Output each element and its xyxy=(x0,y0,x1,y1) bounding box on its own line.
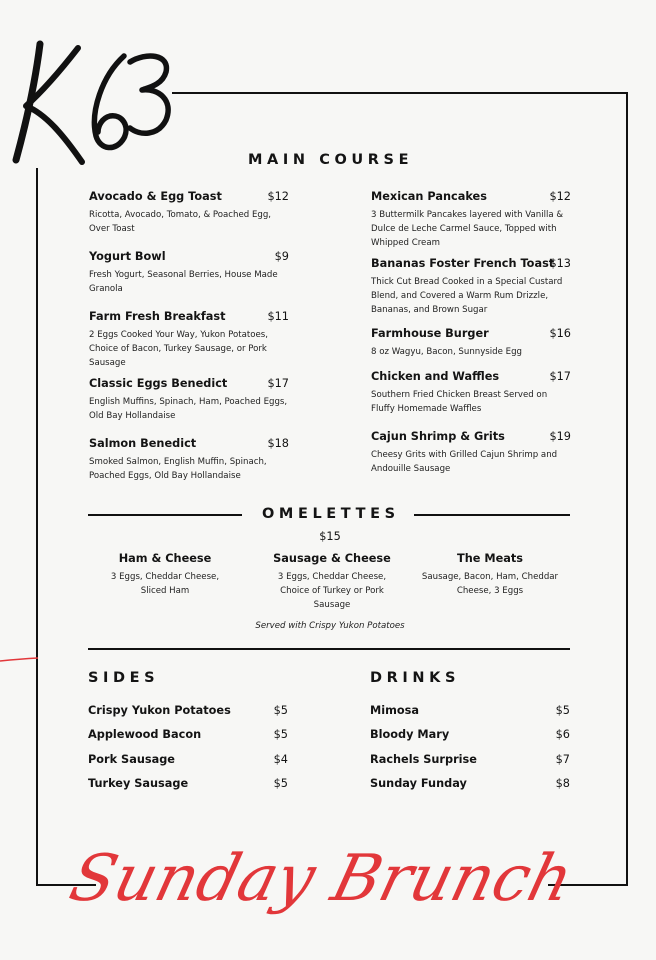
list-item-name: Turkey Sausage xyxy=(88,777,189,790)
menu-item-name: Classic Eggs Benedict xyxy=(89,377,228,390)
menu-item-name: Farmhouse Burger xyxy=(371,327,489,340)
menu-item xyxy=(371,370,571,416)
menu-item-desc: Cheesy Grits with Grilled Cajun Shrimp and Andouille Sausage xyxy=(371,450,558,474)
main-course-title: MAIN COURSE xyxy=(248,152,414,168)
menu-item xyxy=(89,310,289,370)
menu-item-name: Yogurt Bowl xyxy=(89,250,166,263)
menu-item-name: Cajun Shrimp & Grits xyxy=(371,430,505,443)
menu-item-name: Farm Fresh Breakfast xyxy=(89,310,226,323)
sunday-brunch-script xyxy=(62,808,580,948)
menu-item-price: $13 xyxy=(549,257,571,270)
menu-item-desc: Thick Cut Bread Cooked in a Special Custard Blend, and Covered a Warm Rum Drizzle, Bananas, and Brown Sugar xyxy=(371,277,563,315)
frame-line-top xyxy=(172,92,628,94)
menu-item xyxy=(89,250,289,296)
menu-item-name: Salmon Benedict xyxy=(89,437,197,450)
drinks-title: DRINKS xyxy=(370,670,461,686)
omelette-desc: 3 Eggs, Cheddar Cheese, Choice of Turkey or Pork Sausage xyxy=(277,572,387,610)
menu-item xyxy=(371,257,571,317)
menu-item-desc: Smoked Salmon, English Muffin, Spinach, Poached Eggs, Old Bay Hollandaise xyxy=(89,457,267,481)
menu-item xyxy=(371,327,571,359)
menu-item-desc: 8 oz Wagyu, Bacon, Sunnyside Egg xyxy=(371,347,522,357)
menu-item-price: $17 xyxy=(549,370,571,383)
sunday-brunch-text: Sunday Brunch xyxy=(62,841,580,916)
menu-item xyxy=(89,190,289,236)
menu-item-desc: 2 Eggs Cooked Your Way, Yukon Potatoes, Choice of Bacon, Turkey Sausage, or Pork Sausage xyxy=(89,330,268,368)
omelettes-rule-right xyxy=(414,514,570,516)
omelette-name: Ham & Cheese xyxy=(118,552,212,565)
list-item-name: Applewood Bacon xyxy=(88,728,202,741)
omelettes-price: $15 xyxy=(319,530,341,543)
red-brush-stroke xyxy=(0,656,40,664)
menu-item-price: $9 xyxy=(274,250,289,263)
menu-item-price: $16 xyxy=(549,327,571,340)
menu-item-name: Avocado & Egg Toast xyxy=(89,190,222,203)
menu-item-desc: Fresh Yogurt, Seasonal Berries, House Made Granola xyxy=(89,270,278,294)
menu-item-desc: 3 Buttermilk Pancakes layered with Vanilla & Dulce de Leche Carmel Sauce, Topped with Whipped Cream xyxy=(371,210,564,248)
list-item-price: $5 xyxy=(273,728,288,741)
k63-logo xyxy=(6,36,178,170)
menu-item xyxy=(89,437,289,483)
omelette-name: The Meats xyxy=(457,552,523,565)
list-item-price: $5 xyxy=(555,704,570,717)
list-item-name: Bloody Mary xyxy=(370,728,450,741)
list-item-price: $6 xyxy=(555,728,570,741)
menu-item-name: Mexican Pancakes xyxy=(371,190,487,203)
menu-item-desc: English Muffins, Spinach, Ham, Poached Eggs, Old Bay Hollandaise xyxy=(89,397,288,421)
menu-item xyxy=(89,377,289,423)
list-item-name: Pork Sausage xyxy=(88,753,175,766)
list-item-name: Rachels Surprise xyxy=(370,753,477,766)
omelettes-title: OMELETTES xyxy=(262,506,400,522)
list-item-name: Sunday Funday xyxy=(370,777,467,790)
omelette-desc: 3 Eggs, Cheddar Cheese, Sliced Ham xyxy=(110,572,220,596)
menu-item-price: $19 xyxy=(549,430,571,443)
menu-item-price: $12 xyxy=(267,190,289,203)
menu-item-price: $11 xyxy=(267,310,289,323)
omelettes-rule-left xyxy=(88,514,242,516)
menu-item-name: Bananas Foster French Toast xyxy=(371,257,555,270)
frame-line-left xyxy=(36,168,38,886)
omelettes-note: Served with Crispy Yukon Potatoes xyxy=(255,621,405,631)
menu-item-desc: Southern Fried Chicken Breast Served on Fluffy Homemade Waffles xyxy=(371,390,548,414)
menu-item-desc: Ricotta, Avocado, Tomato, & Poached Egg, Over Toast xyxy=(89,210,272,234)
list-item-price: $4 xyxy=(273,753,288,766)
menu-item-price: $18 xyxy=(267,437,289,450)
frame-line-right xyxy=(626,92,628,886)
omelette-desc: Sausage, Bacon, Ham, Cheddar Cheese, 3 Eggs xyxy=(421,572,559,596)
list-item-price: $5 xyxy=(273,704,288,717)
list-item-price: $7 xyxy=(555,753,570,766)
menu-item xyxy=(371,430,571,476)
list-item-price: $8 xyxy=(555,777,570,790)
menu-item xyxy=(371,190,571,250)
sides-drinks-rule xyxy=(88,648,570,650)
list-item-price: $5 xyxy=(273,777,288,790)
list-item-name: Mimosa xyxy=(370,704,419,717)
menu-item-price: $12 xyxy=(549,190,571,203)
sides-title: SIDES xyxy=(88,670,160,686)
menu-item-price: $17 xyxy=(267,377,289,390)
menu-item-name: Chicken and Waffles xyxy=(371,370,500,383)
list-item-name: Crispy Yukon Potatoes xyxy=(88,704,231,717)
omelette-name: Sausage & Cheese xyxy=(273,552,391,565)
